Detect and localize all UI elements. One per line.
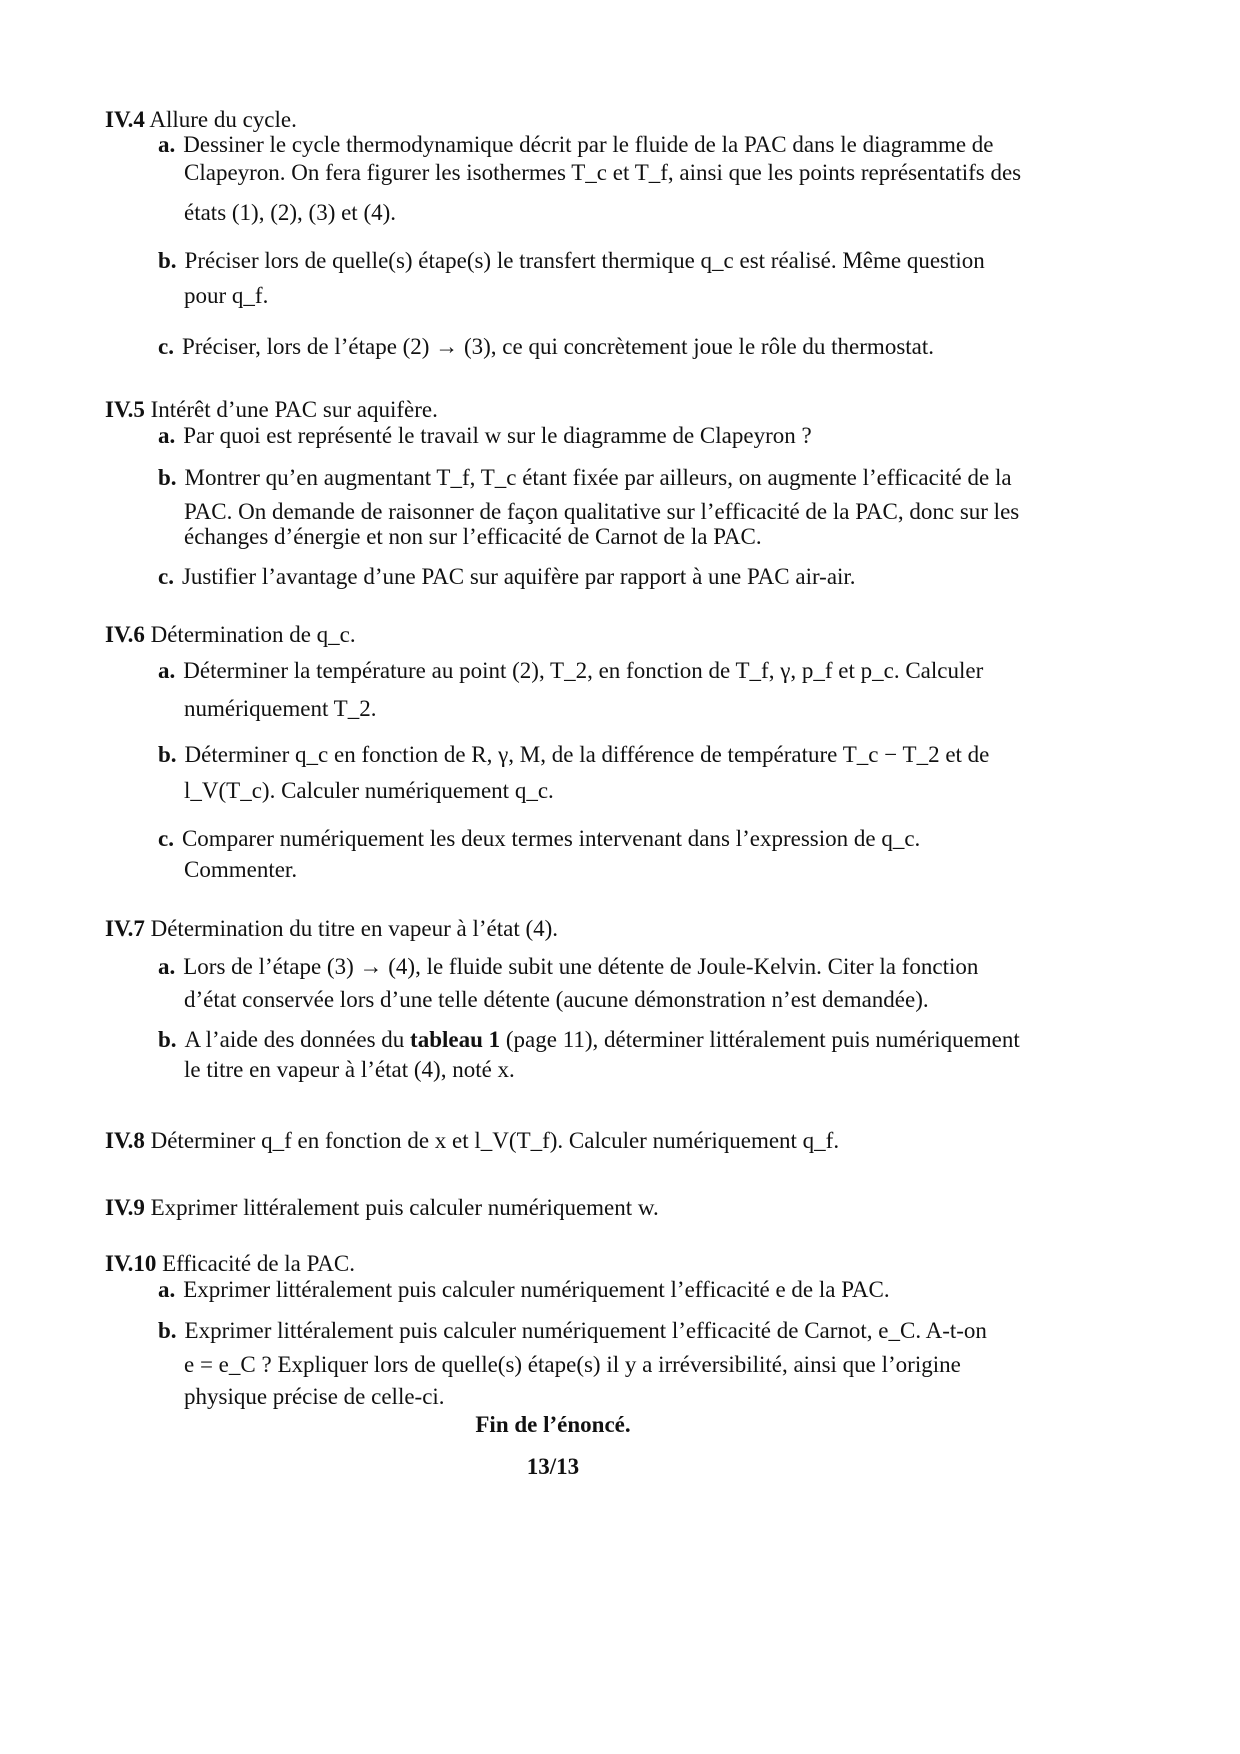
item-label: a. xyxy=(158,423,176,448)
question-title: Efficacité de la PAC. xyxy=(162,1251,356,1276)
item-text: (page 11), déterminer littéralement puis numériquement xyxy=(500,1027,1020,1052)
question-iv6-title-line xyxy=(105,620,356,650)
question-number: IV.5 xyxy=(105,397,145,422)
item-label: b. xyxy=(158,1027,177,1052)
item-text: Justifier l’avantage d’une PAC sur aquifère par rapport à une PAC air-air. xyxy=(181,564,856,589)
item-label: c. xyxy=(158,826,174,851)
item-text-line: le titre en vapeur à l’état (4), noté x. xyxy=(184,1057,515,1082)
item-text-line: états (1), (2), (3) et (4). xyxy=(184,200,397,225)
item-text: Préciser lors de quelle(s) étape(s) le transfert thermique q_c est réalisé. Même question xyxy=(184,248,985,273)
item-text: Déterminer q_c en fonction de R, γ, M, de la différence de température T_c − T_2 et de xyxy=(184,742,990,767)
question-number: IV.9 xyxy=(105,1195,145,1220)
item-text-line: pour q_f. xyxy=(184,283,269,308)
item-label: c. xyxy=(158,334,174,359)
item-text-line: e = e_C ? Expliquer lors de quelle(s) étape(s) il y a irréversibilité, ainsi que l’origine xyxy=(184,1352,961,1377)
question-title: Détermination du titre en vapeur à l’état (4). xyxy=(150,916,559,941)
question-iv9-line xyxy=(105,1193,659,1223)
question-text: Exprimer littéralement puis calculer numériquement w. xyxy=(150,1195,659,1220)
item-text-line: Clapeyron. On fera figurer les isothermes T_c et T_f, ainsi que les points représentatifs des xyxy=(184,160,1022,185)
item-text-line: échanges d’énergie et non sur l’efficacité de Carnot de la PAC. xyxy=(184,524,762,549)
item-text-line: numériquement T_2. xyxy=(184,696,377,721)
item-b-line xyxy=(158,1316,987,1346)
item-a-line xyxy=(158,1275,890,1305)
item-label: a. xyxy=(158,658,176,683)
table-reference: tableau 1 xyxy=(410,1027,501,1052)
item-label: b. xyxy=(158,465,177,490)
item-text-line: l_V(T_c). Calculer numériquement q_c. xyxy=(184,778,554,803)
item-a-line xyxy=(158,952,978,982)
item-text-line: physique précise de celle-ci. xyxy=(184,1384,445,1409)
item-text: A l’aide des données du xyxy=(184,1027,411,1052)
question-number: IV.4 xyxy=(105,107,145,132)
item-text: Déterminer la température au point (2), T_2, en fonction de T_f, γ, p_f et p_c. Calculer xyxy=(183,658,984,683)
item-b-line xyxy=(158,740,989,770)
question-title: Allure du cycle. xyxy=(149,107,297,132)
item-text: Préciser, lors de l’étape (2) → (3), ce qui concrètement joue le rôle du thermostat. xyxy=(181,334,935,359)
item-label: b. xyxy=(158,742,177,767)
item-text-line: Commenter. xyxy=(184,857,298,882)
end-of-statement: Fin de l’énoncé. xyxy=(475,1412,631,1437)
item-text-line: d’état conservée lors d’une telle détente (aucune démonstration n’est demandée). xyxy=(184,987,929,1012)
question-title: Intérêt d’une PAC sur aquifère. xyxy=(150,397,438,422)
item-label: b. xyxy=(158,1318,177,1343)
item-text: Exprimer littéralement puis calculer numériquement l’efficacité e de la PAC. xyxy=(183,1277,890,1302)
item-b-line xyxy=(158,246,985,276)
item-b-line xyxy=(158,1025,1020,1055)
item-text: Par quoi est représenté le travail w sur le diagramme de Clapeyron ? xyxy=(183,423,812,448)
item-text: Montrer qu’en augmentant T_f, T_c étant fixée par ailleurs, on augmente l’efficacité de la xyxy=(184,465,1012,490)
item-text: Dessiner le cycle thermodynamique décrit par le fluide de la PAC dans le diagramme de xyxy=(183,132,994,157)
question-number: IV.8 xyxy=(105,1128,145,1153)
question-text: Déterminer q_f en fonction de x et l_V(T_f). Calculer numériquement q_f. xyxy=(150,1128,840,1153)
item-text: Exprimer littéralement puis calculer numériquement l’efficacité de Carnot, e_C. A-t-on xyxy=(184,1318,987,1343)
item-a-line xyxy=(158,421,812,451)
item-label: b. xyxy=(158,248,177,273)
item-b-line xyxy=(158,463,1012,493)
item-c-line xyxy=(158,562,856,592)
item-c-line xyxy=(158,332,934,362)
question-number: IV.6 xyxy=(105,622,145,647)
item-text-line: PAC. On demande de raisonner de façon qualitative sur l’efficacité de la PAC, donc sur les xyxy=(184,499,1020,524)
question-number: IV.10 xyxy=(105,1251,157,1276)
question-iv7-title-line xyxy=(105,914,558,944)
question-number: IV.7 xyxy=(105,916,145,941)
item-label: a. xyxy=(158,1277,176,1302)
item-c-line xyxy=(158,824,920,854)
item-a-line xyxy=(158,130,994,160)
item-label: a. xyxy=(158,132,176,157)
item-label: a. xyxy=(158,954,176,979)
item-a-line xyxy=(158,656,983,686)
item-text: Comparer numériquement les deux termes intervenant dans l’expression de q_c. xyxy=(181,826,921,851)
question-title: Détermination de q_c. xyxy=(150,622,356,647)
item-text: Lors de l’étape (3) → (4), le fluide subit une détente de Joule-Kelvin. Citer la fonction xyxy=(183,954,979,979)
item-label: c. xyxy=(158,564,174,589)
question-iv8-line xyxy=(105,1126,839,1156)
page-number: 13/13 xyxy=(526,1454,580,1479)
